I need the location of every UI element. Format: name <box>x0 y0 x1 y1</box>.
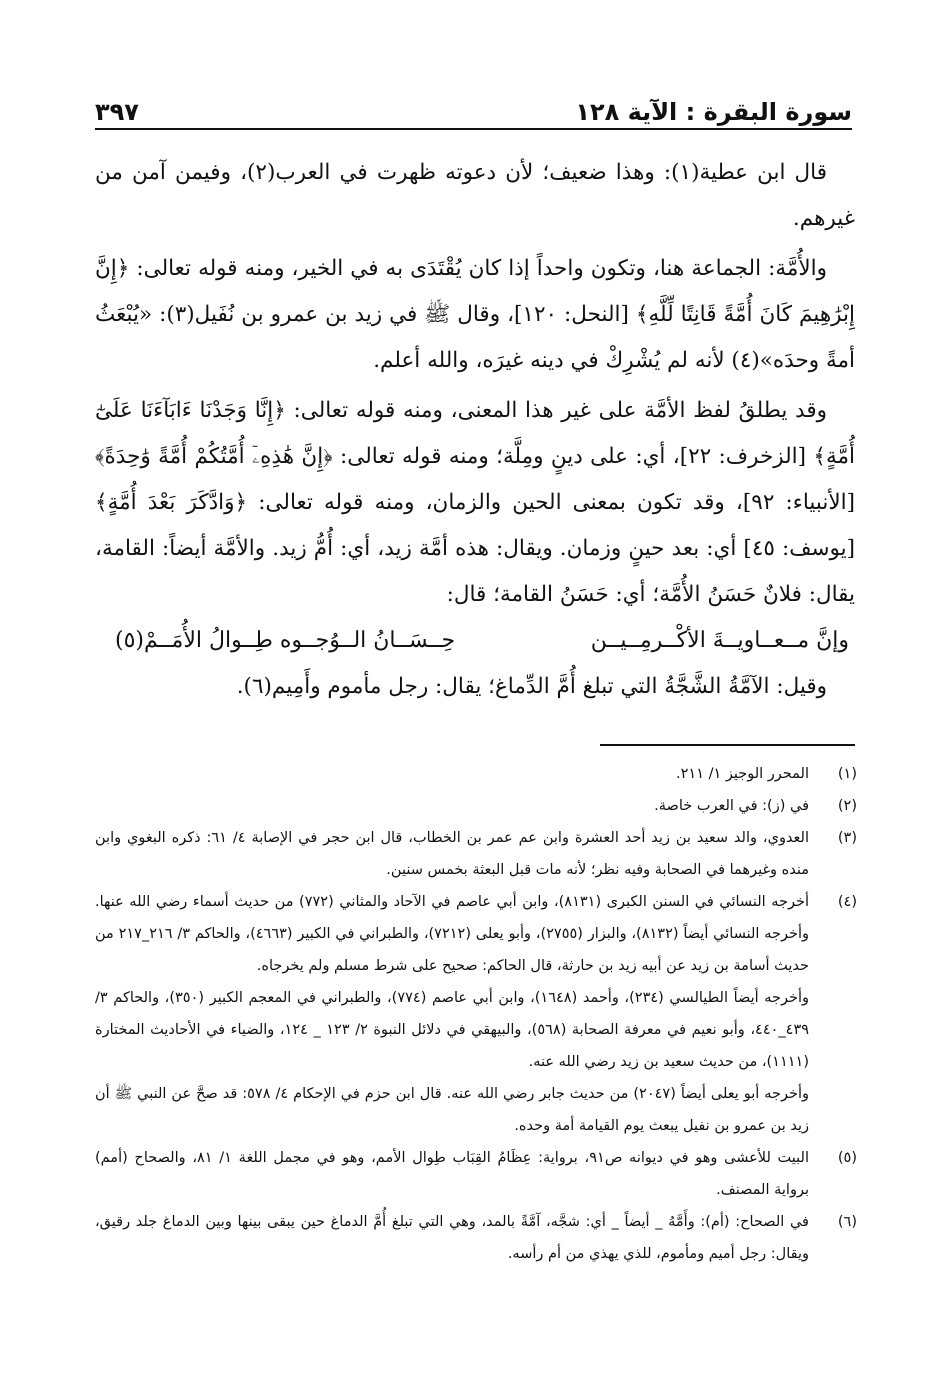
footnote-number: (٥) <box>837 1150 857 1166</box>
footnote <box>95 886 857 1142</box>
verse-second-hemistich: حِــسَــانُ الــوُجــوه طِــوالُ الأُمَــمْ(٥) <box>115 628 456 653</box>
footnote-text: أخرجه النسائي في السنن الكبرى (٨١٣١)، وابن أبي عاصم في الآحاد والمثاني (٧٧٢) من حديث أسماء رضي الله عنها. وأخرجه النسائي أيضاً (٨١٣٢)، والبزار (٢٧٥٥)، وأبو يعلى (٧٢١٢)، والطبراني في الكبير (٤٦٦٣)، والحاكم ٣/ ٢١٦_٢١٧ من حديث أسامة بن زيد عن أبيه زيد بن حارثة، قال الحاكم: صحيح على شرط مسلم ولم يخرجاه. <box>95 894 809 974</box>
poetry-verse <box>95 618 855 664</box>
footnote-number: (٦) <box>837 1214 857 1230</box>
footnote-number: (٣) <box>837 830 857 846</box>
paragraph-3: وقد يطلقُ لفظ الأمَّة على غير هذا المعنى، ومنه قوله تعالى: ﴿إِنَّا وَجَدْنَا ءَابَآءَنَا عَلَىٰٓ أُمَّةٍ﴾ [الزخرف: ٢٢]، أي: على دينٍ ومِلَّة؛ ومنه قوله تعالى: ﴿إِنَّ هَٰذِهِۦٓ أُمَّتُكُمْ أُمَّةً وَٰحِدَةً﴾ [الأنبياء: ٩٢]، وقد تكون بمعنى الحين والزمان، ومنه قوله تعالى: ﴿وَادَّكَرَ بَعْدَ أُمَّةٍ﴾ [يوسف: ٤٥] أي: بعد حينٍ وزمان. ويقال: هذه أمَّة زيد، أي: أُمُّ زيد. والأمَّة أيضاً: القامة، يقال: فلانٌ حَسَنُ الأُمَّة؛ أي: حَسَنُ القامة؛ قال: <box>95 398 855 607</box>
paragraph-2: والأُمَّة: الجماعة هنا، وتكون واحداً إذا كان يُقْتَدَى به في الخير، ومنه قوله تعالى: ﴿إِنَّ إِبْرَٰهِيمَ كَانَ أُمَّةً قَانِتًا لِّلَّهِ﴾ [النحل: ١٢٠]، وقال ﷺ في زيد بن عمرو بن نُفَيل(٣): «يُبْعَثُ أمةً وحدَه»(٤) لأنه لم يُشْرِكْ في دينه غيرَه، والله أعلم. <box>95 256 855 373</box>
paragraph-1: قال ابن عطية(١): وهذا ضعيف؛ لأن دعوته ظهرت في العرب(٢)، وفيمن آمن من غيرهم. <box>95 160 855 231</box>
footnote-text: المحرر الوجيز ١/ ٢١١. <box>676 766 809 782</box>
page-header <box>95 86 852 126</box>
footnote-text: العدوي، والد سعيد بن زيد أحد العشرة وابن عم عمر بن الخطاب، قال ابن حجر في الإصابة ٤/ ٦١: ذكره البغوي وابن منده وغيرهما في الصحابة وفيه نظر؛ لأنه مات قبل البعثة بخمس سنين. <box>95 830 810 878</box>
footnote-number: (١) <box>837 766 857 782</box>
surah-heading: سورة البقرة : الآية ١٢٨ <box>575 98 852 126</box>
footnote-text: البيت للأعشى وهو في ديوانه ص٩١، برواية: عِظَامُ القِبَاب طِوال الأمم، وهو في مجمل اللغة ١/ ٨١، والصحاح (أمم) برواية المصنف. <box>95 1150 809 1198</box>
footnote-text: في الصحاح: (أم): وأَمَّهُ _ أيضاً _ أي: شجَّه، آمَّةً بالمد، وهي التي تبلغ أُمَّ الدماغ حين يبقى بينها وبين الدماغ جلد رقيق، ويقال: رجل أميم ومأموم، للذي يهذي من أم رأسه. <box>95 1214 809 1262</box>
verse-first-hemistich: وإنَّ مــعــاويــةَ الأكْــرمِــيــن <box>590 628 849 653</box>
footnote-number: (٤) <box>837 894 857 910</box>
footnote <box>95 758 857 790</box>
paragraph-4: وقيل: الآمَّةُ الشَّجَّةُ التي تبلغ أُمَّ الدِّماغ؛ يقال: رجل مأموم وأَمِيم(٦). <box>236 674 827 699</box>
footnote-text-continued: وأخرجه أبو يعلى أيضاً (٢٠٤٧) من حديث جابر رضي الله عنه. قال ابن حزم في الإحكام ٤/ ٥٧٨: قد صحَّ عن النبي ﷺ أن زيد بن عمرو بن نفيل يبعث يوم القيامة أمة وحده. <box>95 1086 810 1134</box>
footnote <box>95 1206 857 1270</box>
page-number: ٣٩٧ <box>95 98 139 126</box>
footnote-rule <box>600 744 855 746</box>
footnote-text-continued: وأخرجه أيضاً الطيالسي (٢٣٤)، وأحمد (١٦٤٨)، وابن أبي عاصم (٧٧٤)، والطبراني في المعجم الكبير (٣٥٠)، والحاكم ٣/ ٤٣٩_٤٤٠، وأبو نعيم في معرفة الصحابة (٥٦٨)، والبيهقي في دلائل النبوة ٢/ ١٢٣ _ ١٢٤، والضياء في الأحاديث المختارة (١١١١)، من حديث سعيد بن زيد رضي الله عنه. <box>95 990 810 1070</box>
footnote-text: في (ز): في العرب خاصة. <box>654 798 809 814</box>
footnote-number: (٢) <box>837 798 857 814</box>
footnotes <box>95 758 857 1270</box>
header-rule <box>95 128 852 130</box>
footnote <box>95 1142 857 1206</box>
footnote <box>95 822 857 886</box>
main-text <box>95 150 855 710</box>
footnote <box>95 790 857 822</box>
